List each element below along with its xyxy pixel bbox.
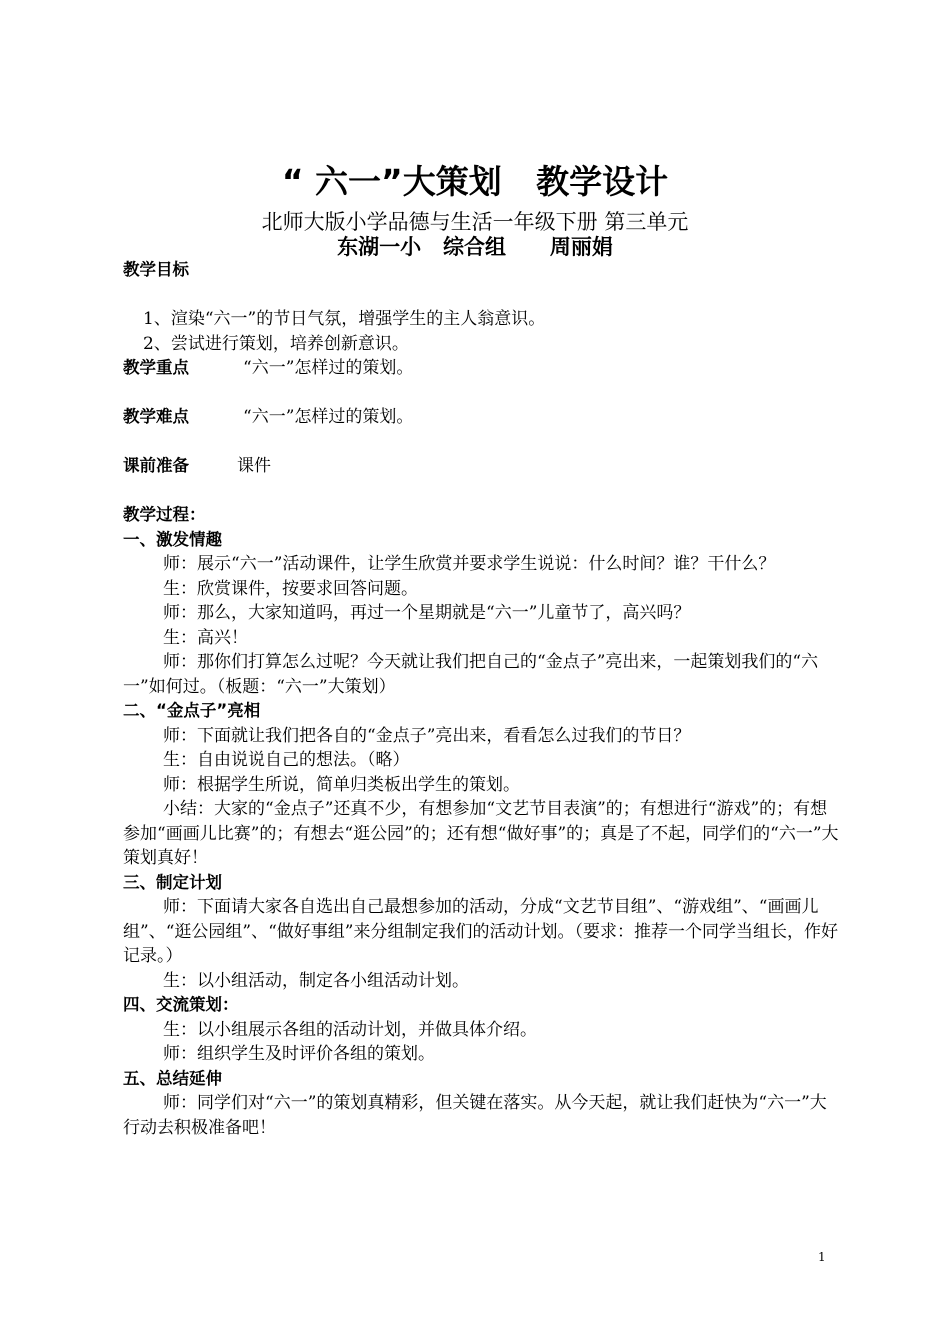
section-paragraph: 生：以小组展示各组的活动计划，并做具体介绍。: [163, 1019, 537, 1040]
document-title: “ 六一”大策划 教学设计: [281, 162, 669, 201]
difficulty-row: [123, 405, 843, 430]
section-paragraph: 师：根据学生所说，简单归类板出学生的策划。: [163, 774, 520, 795]
section-heading: 一、激发情趣: [123, 529, 222, 549]
document-body: [123, 258, 843, 1140]
goals-heading: 教学目标: [123, 260, 189, 279]
section-paragraph: 师：同学们对“六一”的策划真精彩，但关键在落实。从今天起，就让我们赶快为“六一”大行动去积极准备吧！: [123, 1093, 827, 1138]
section-paragraph: 师：展示“六一”活动课件，让学生欣赏并要求学生说说：什么时间？谁？干什么？: [163, 554, 776, 574]
goal-item: 1、渲染“六一”的节日气氛，增强学生的主人翁意识。: [143, 309, 546, 329]
document-author: 东湖一小 综合组 周丽娟: [337, 235, 613, 259]
key-point-row: [123, 356, 843, 381]
section-paragraph: 师：那么，大家知道吗，再过一个星期就是“六一”儿童节了，高兴吗？: [163, 603, 691, 623]
difficulty-label: 教学难点: [123, 407, 189, 426]
section-paragraph: 生：以小组活动，制定各小组活动计划。: [163, 970, 469, 991]
goal-item: 2、尝试进行策划，培养创新意识。: [143, 333, 409, 354]
section-paragraph: 生：自由说说自己的想法。（略）: [163, 750, 410, 770]
section-paragraph: 师：组织学生及时评价各组的策划。: [163, 1044, 435, 1064]
key-point-text: “六一”怎样过的策划。: [243, 358, 414, 378]
section-paragraph: 小结：大家的“金点子”还真不少，有想参加“文艺节目表演”的；有想进行“游戏”的；有想参加“画画儿比赛”的；有想去“逛公园”的；还有想“做好事”的；真是了不起，同学们的“六一”大策划真好！: [123, 799, 839, 868]
section-heading: 三、制定计划: [123, 872, 222, 892]
preparation-row: [123, 454, 843, 479]
section-paragraph: 生：欣赏课件，按要求回答问题。: [163, 578, 418, 599]
document-subtitle: 北师大版小学品德与生活一年级下册 第三单元: [261, 210, 689, 234]
process-heading: 教学过程：: [123, 505, 206, 524]
section-paragraph: 师：下面就让我们把各自的“金点子”亮出来，看看怎么过我们的节日？: [163, 725, 691, 746]
preparation-label: 课前准备: [123, 456, 189, 475]
section-paragraph: 师：下面请大家各自选出自己最想参加的活动，分成“文艺节目组”、“游戏组”、“画画儿组”、“逛公园组”、“做好事组”来分组制定我们的活动计划。（要求：推荐一个同学当组长，作好记录。）: [123, 897, 838, 966]
section-heading: 二、“金点子”亮相: [123, 701, 261, 720]
preparation-text: 课件: [237, 456, 271, 476]
key-point-label: 教学重点: [123, 358, 189, 377]
difficulty-text: “六一”怎样过的策划。: [243, 407, 414, 427]
section-heading: 四、交流策划：: [123, 995, 239, 1014]
section-paragraph: 生：高兴！: [163, 627, 248, 648]
page-number: 1: [818, 1250, 826, 1264]
section-heading: 五、总结延伸: [123, 1068, 222, 1088]
section-paragraph: 师：那你们打算怎么过呢？今天就让我们把自己的“金点子”亮出来，一起策划我们的“六一”如何过。（板题：“六一”大策划）: [123, 652, 819, 697]
